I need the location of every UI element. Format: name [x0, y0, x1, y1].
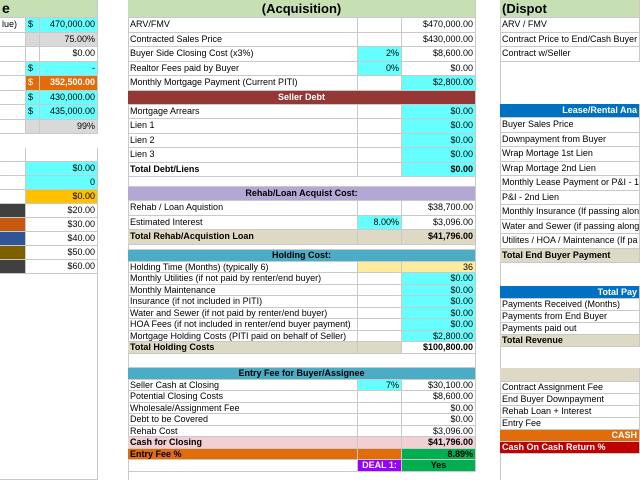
disp-label[interactable]: Contract w/Seller — [500, 47, 640, 62]
acq-label[interactable]: Cash for Closing — [128, 437, 358, 449]
disp-label[interactable]: Rehab Loan + Interest — [500, 406, 640, 418]
left-value[interactable] — [26, 148, 98, 162]
disp-label[interactable]: Payments paid out — [500, 323, 640, 335]
left-value[interactable]: 430,000.00 — [40, 91, 98, 106]
column-gap — [476, 0, 501, 480]
acq-pct[interactable]: 2% — [358, 47, 402, 62]
acq-value[interactable]: $30,100.00 — [402, 380, 476, 392]
acq-label[interactable]: Entry Fee % — [128, 449, 358, 461]
acq-pct[interactable] — [358, 105, 402, 120]
acq-pct[interactable] — [358, 342, 402, 354]
acq-label[interactable]: Lien 2 — [128, 134, 358, 149]
left-swatch[interactable] — [0, 204, 26, 218]
acq-pct[interactable] — [358, 33, 402, 48]
acq-label[interactable]: Realtor Fees paid by Buyer — [128, 62, 358, 77]
disp-label[interactable]: Entry Fee — [500, 418, 640, 430]
acq-pct[interactable] — [358, 230, 402, 245]
acq-pct[interactable] — [358, 76, 402, 91]
acq-value[interactable]: $3,096.00 — [402, 426, 476, 438]
acq-value[interactable]: $8,600.00 — [402, 391, 476, 403]
disp-label[interactable]: Total Revenue — [500, 335, 640, 347]
acq-value[interactable]: $0.00 — [402, 105, 476, 120]
acq-pct[interactable] — [358, 426, 402, 438]
left-swatch[interactable] — [0, 218, 26, 232]
acq-value[interactable]: 36 — [402, 262, 476, 274]
left-currency[interactable]: $ — [26, 62, 40, 77]
entry-header[interactable]: Entry Fee for Buyer/Assignee — [128, 368, 476, 380]
disp-label[interactable]: Monthly Lease Payment or P&I - 1 — [500, 176, 640, 191]
left-value[interactable]: $0.00 — [26, 190, 98, 204]
acq-pct[interactable] — [358, 201, 402, 216]
acq-value[interactable]: $8,600.00 — [402, 47, 476, 62]
acq-pct[interactable] — [358, 319, 402, 331]
acq-pct[interactable]: 8.00% — [358, 216, 402, 231]
acq-value[interactable]: $0.00 — [402, 296, 476, 308]
left-label[interactable] — [0, 76, 26, 91]
acq-label[interactable]: Seller Cash at Closing — [128, 380, 358, 392]
acq-value[interactable]: $0.00 — [402, 134, 476, 149]
disp-label[interactable]: Wrap Mortage 2nd Lien — [500, 162, 640, 177]
left-currency[interactable]: $ — [26, 91, 40, 106]
left-value[interactable]: $30.00 — [26, 218, 98, 232]
acq-value[interactable]: $0.00 — [402, 414, 476, 426]
acq-value[interactable]: $2,800.00 — [402, 331, 476, 343]
acq-label[interactable]: Insurance (if not included in PITI) — [128, 296, 358, 308]
left-title[interactable]: e — [0, 0, 98, 18]
left-currency[interactable]: $ — [26, 76, 40, 91]
disp-label[interactable]: ARV / FMV — [500, 18, 640, 33]
left-currency[interactable] — [26, 120, 40, 135]
holding-header[interactable]: Holding Cost: — [128, 250, 476, 262]
rehab-header[interactable]: Rehab/Loan Acquist Cost: — [128, 187, 476, 201]
acq-label[interactable]: Monthly Maintenance — [128, 285, 358, 297]
acq-label[interactable]: Rehab Cost — [128, 426, 358, 438]
acq-label[interactable]: Wholesale/Assignment Fee — [128, 403, 358, 415]
acq-label[interactable]: Contracted Sales Price — [128, 33, 358, 48]
left-empty[interactable] — [0, 274, 98, 480]
acq-pct[interactable] — [358, 437, 402, 449]
left-value[interactable]: 0 — [26, 176, 98, 190]
disp-label[interactable]: Payments from End Buyer — [500, 311, 640, 323]
left-value[interactable]: $60.00 — [26, 260, 98, 274]
left-currency[interactable]: $ — [26, 18, 40, 33]
acq-label[interactable]: Total Debt/Liens — [128, 163, 358, 178]
acq-pct[interactable] — [358, 403, 402, 415]
disp-label[interactable]: Contract Assignment Fee — [500, 382, 640, 394]
acq-value[interactable]: $0.00 — [402, 285, 476, 297]
left-value[interactable]: $0.00 — [26, 162, 98, 176]
acq-value[interactable]: $100,800.00 — [402, 342, 476, 354]
disp-label[interactable]: Buyer Sales Price — [500, 118, 640, 133]
spacer[interactable] — [128, 354, 476, 368]
left-label[interactable] — [0, 105, 26, 120]
left-label[interactable]: lue) — [0, 18, 26, 33]
disp-label[interactable]: Monthly Insurance (If passing alon — [500, 205, 640, 220]
acq-label[interactable]: Estimated Interest — [128, 216, 358, 231]
total-pay-header[interactable]: Total Pay — [500, 286, 640, 299]
acq-pct[interactable] — [358, 273, 402, 285]
acq-value[interactable]: $470,000.00 — [402, 18, 476, 33]
left-swatch[interactable] — [0, 148, 26, 162]
left-value[interactable]: - — [40, 62, 98, 77]
disp-label[interactable]: Downpayment from Buyer — [500, 133, 640, 148]
acq-value[interactable]: $430,000.00 — [402, 33, 476, 48]
acq-pct[interactable]: 7% — [358, 380, 402, 392]
left-value[interactable]: $50.00 — [26, 246, 98, 260]
acq-label[interactable]: Debt to be Covered — [128, 414, 358, 426]
acq-pct[interactable] — [358, 163, 402, 178]
left-value[interactable]: 75.00% — [40, 33, 98, 48]
acq-pct[interactable] — [358, 391, 402, 403]
disp-label[interactable]: Total End Buyer Payment — [500, 249, 640, 264]
left-label[interactable] — [0, 47, 26, 62]
left-value[interactable]: 352,500.00 — [40, 76, 98, 91]
acq-label[interactable]: Water and Sewer (if not paid by renter/end buyer) — [128, 308, 358, 320]
acq-value[interactable]: $0.00 — [402, 62, 476, 77]
left-swatch[interactable] — [0, 246, 26, 260]
acq-label[interactable]: Monthly Mortgage Payment (Current PITI) — [128, 76, 358, 91]
acq-value[interactable]: $0.00 — [402, 403, 476, 415]
left-swatch[interactable] — [0, 162, 26, 176]
left-currency[interactable]: $ — [26, 105, 40, 120]
acq-label[interactable]: Lien 1 — [128, 119, 358, 134]
acq-pct[interactable] — [358, 119, 402, 134]
left-currency[interactable] — [26, 47, 40, 62]
disp-label[interactable]: End Buyer Downpayment — [500, 394, 640, 406]
left-value[interactable]: 435,000.00 — [40, 105, 98, 120]
acq-label[interactable]: Buyer Side Closing Cost (x3%) — [128, 47, 358, 62]
left-swatch[interactable] — [0, 176, 26, 190]
disp-label[interactable]: Water and Sewer (if passing along — [500, 220, 640, 235]
acq-label[interactable]: Holding Time (Months) (typically 6) — [128, 262, 358, 274]
acq-pct[interactable] — [358, 449, 402, 461]
spacer[interactable] — [128, 177, 476, 187]
left-swatch[interactable] — [0, 260, 26, 274]
acq-pct[interactable] — [358, 296, 402, 308]
acq-label[interactable]: Potential Closing Costs — [128, 391, 358, 403]
acq-pct[interactable] — [358, 148, 402, 163]
left-label[interactable] — [0, 91, 26, 106]
disposition-title[interactable]: (Dispot — [500, 0, 640, 18]
acquisition-title[interactable]: (Acquisition) — [128, 0, 476, 18]
disp-label[interactable]: P&I - 2nd Lien — [500, 191, 640, 206]
acq-pct[interactable] — [358, 262, 402, 274]
disp-spacer[interactable] — [500, 368, 640, 382]
acq-value[interactable]: $0.00 — [402, 308, 476, 320]
acq-pct[interactable] — [358, 331, 402, 343]
coc-label[interactable]: Cash On Cash Return % — [500, 442, 640, 454]
left-value[interactable]: 470,000.00 — [40, 18, 98, 33]
acq-pct[interactable] — [358, 18, 402, 33]
acq-pct[interactable] — [358, 285, 402, 297]
acq-label[interactable]: Mortgage Arrears — [128, 105, 358, 120]
acq-value[interactable]: $0.00 — [402, 119, 476, 134]
left-label[interactable] — [0, 120, 26, 135]
acq-label[interactable]: ARV/FMV — [128, 18, 358, 33]
column-gap — [98, 0, 129, 480]
acq-value[interactable]: $38,700.00 — [402, 201, 476, 216]
deal-value[interactable]: Yes — [402, 460, 476, 472]
left-value[interactable]: $0.00 — [40, 47, 98, 62]
disp-label[interactable]: Payments Received (Months) — [500, 299, 640, 311]
acq-value[interactable]: $0.00 — [402, 163, 476, 178]
acq-pct[interactable] — [358, 308, 402, 320]
acq-value[interactable]: $2,800.00 — [402, 76, 476, 91]
acq-pct[interactable]: 0% — [358, 62, 402, 77]
acq-label[interactable]: Mortgage Holding Costs (PITI paid on behalf of Seller) — [128, 331, 358, 343]
acq-value[interactable]: $3,096.00 — [402, 216, 476, 231]
left-label[interactable] — [0, 62, 26, 77]
left-currency[interactable] — [26, 33, 40, 48]
acq-label[interactable]: Monthly Utilities (if not paid by renter/end buyer) — [128, 273, 358, 285]
acq-value[interactable]: $0.00 — [402, 148, 476, 163]
acq-label[interactable]: HOA Fees (if not included in renter/end buyer payment) — [128, 319, 358, 331]
acq-pct[interactable] — [358, 134, 402, 149]
deal-label[interactable]: DEAL 1: — [358, 460, 402, 472]
lease-header[interactable]: Lease/Rental Ana — [500, 104, 640, 118]
acq-label[interactable]: Total Rehab/Acquistion Loan — [128, 230, 358, 245]
left-swatch[interactable] — [0, 190, 26, 204]
acq-value[interactable]: $41,796.00 — [402, 230, 476, 245]
cash-header[interactable]: CASH — [500, 430, 640, 442]
left-label[interactable] — [0, 33, 26, 48]
spacer[interactable] — [128, 460, 358, 472]
left-value[interactable]: 99% — [40, 120, 98, 135]
left-value[interactable]: $40.00 — [26, 232, 98, 246]
acq-value[interactable]: $0.00 — [402, 273, 476, 285]
acq-pct[interactable] — [358, 414, 402, 426]
seller-debt-header[interactable]: Seller Debt — [128, 91, 476, 105]
acq-value[interactable]: 8.89% — [402, 449, 476, 461]
disp-label[interactable]: Utilites / HOA / Maintenance (If pa — [500, 234, 640, 249]
left-value[interactable]: $20.00 — [26, 204, 98, 218]
disp-label[interactable]: Contract Price to End/Cash Buyer — [500, 33, 640, 48]
disp-label[interactable]: Wrap Mortage 1st Lien — [500, 147, 640, 162]
acq-label[interactable]: Rehab / Loan Aquistion — [128, 201, 358, 216]
left-swatch[interactable] — [0, 232, 26, 246]
acq-value[interactable]: $0.00 — [402, 319, 476, 331]
acq-label[interactable]: Lien 3 — [128, 148, 358, 163]
acq-label[interactable]: Total Holding Costs — [128, 342, 358, 354]
acq-value[interactable]: $41,796.00 — [402, 437, 476, 449]
